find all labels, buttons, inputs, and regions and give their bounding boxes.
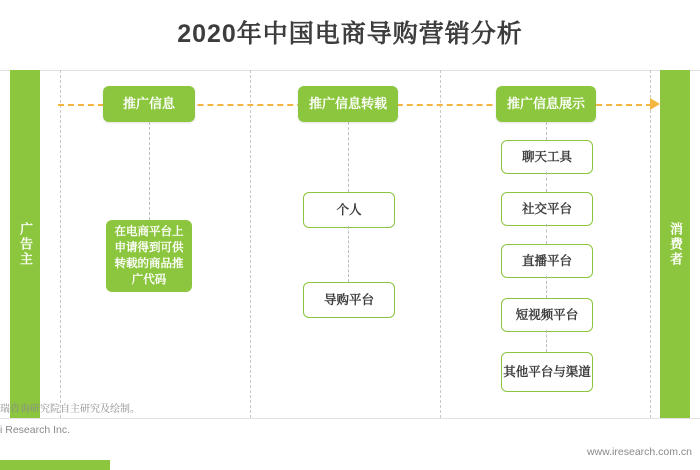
column-2-connector-1 bbox=[348, 122, 349, 192]
column-2-item-1[interactable]: 导购平台 bbox=[303, 282, 395, 318]
column-3-connector-0 bbox=[546, 122, 547, 140]
column-3-item-3[interactable]: 短视频平台 bbox=[501, 298, 593, 332]
column-3-connector-3 bbox=[546, 276, 547, 298]
column-2-header[interactable]: 推广信息转载 bbox=[298, 86, 398, 122]
footer-accent-bar bbox=[0, 460, 110, 470]
side-label-consumer-text: 消费者 bbox=[668, 221, 683, 267]
column-3-connector-1 bbox=[546, 172, 547, 192]
divider-top bbox=[0, 70, 700, 71]
column-1-connector bbox=[149, 122, 150, 220]
column-divider-4 bbox=[650, 70, 651, 418]
column-2-item-0[interactable]: 个人 bbox=[303, 192, 395, 228]
side-label-advertiser-text: 广告主 bbox=[18, 221, 33, 267]
flow-arrow-head-icon bbox=[650, 98, 660, 110]
column-divider-3 bbox=[440, 70, 441, 418]
column-3-connector-2 bbox=[546, 224, 547, 244]
footer-website: www.iresearch.com.cn bbox=[586, 446, 692, 458]
column-3-header[interactable]: 推广信息展示 bbox=[496, 86, 596, 122]
column-divider-2 bbox=[250, 70, 251, 418]
column-1-note[interactable]: 在电商平台上申请得到可供转载的商品推广代码 bbox=[106, 220, 192, 292]
footer-note: 瑞咨询研究院自主研究及绘制。 bbox=[0, 404, 140, 415]
column-3-item-0[interactable]: 聊天工具 bbox=[501, 140, 593, 174]
column-divider-1 bbox=[60, 70, 61, 418]
column-3-connector-4 bbox=[546, 330, 547, 352]
column-3-item-4[interactable]: 其他平台与渠道 bbox=[501, 352, 593, 392]
column-1-header[interactable]: 推广信息 bbox=[103, 86, 195, 122]
page-title: 2020年中国电商导购营销分析 bbox=[177, 20, 523, 48]
column-2-connector-2 bbox=[348, 226, 349, 282]
footer-left-text: i Research Inc. bbox=[0, 424, 71, 436]
column-3-item-2[interactable]: 直播平台 bbox=[501, 244, 593, 278]
side-label-advertiser bbox=[10, 70, 40, 418]
side-label-consumer bbox=[660, 70, 690, 418]
column-3-item-1[interactable]: 社交平台 bbox=[501, 192, 593, 226]
divider-bottom bbox=[0, 418, 700, 419]
